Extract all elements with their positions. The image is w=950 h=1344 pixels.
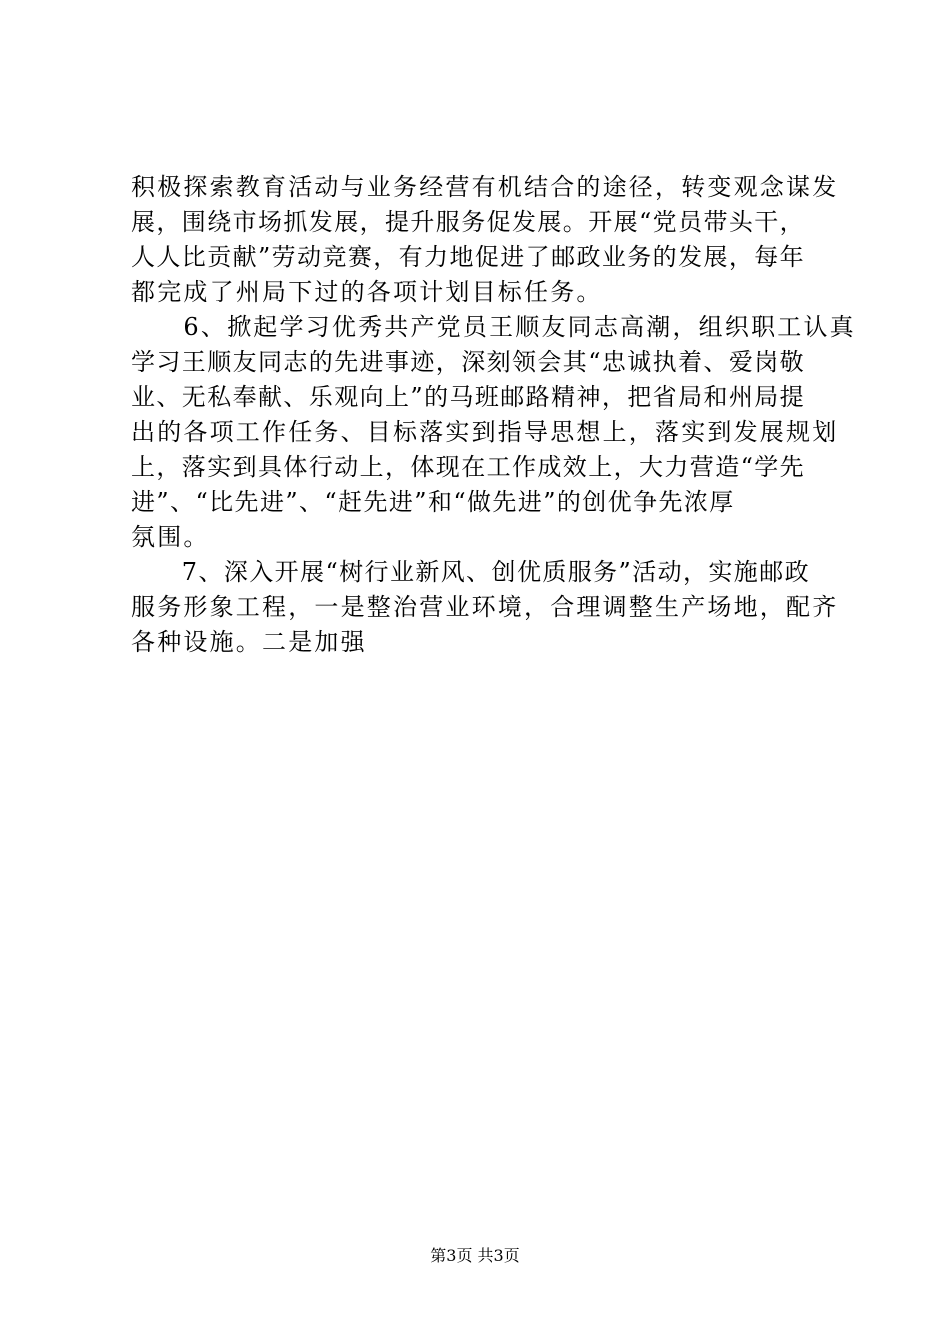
text-line: 7、深入开展“树行业新风、创优质服务”活动，实施邮政 bbox=[131, 558, 811, 586]
text-line: 出的各项工作任务、目标落实到指导思想上，落实到发展规划 bbox=[131, 418, 839, 446]
text-line: 氛围。 bbox=[131, 523, 210, 551]
text-line: 各种设施。二是加强 bbox=[131, 628, 367, 656]
text-line: 学习王顺友同志的先进事迹，深刻领会其“忠诚执着、爱岗敬 bbox=[131, 348, 806, 376]
page-footer: 第3页 共3页 bbox=[430, 1246, 520, 1265]
text-line: 都完成了州局下过的各项计划目标任务。 bbox=[131, 278, 603, 306]
text-line: 业、无私奉献、乐观向上”的马班邮路精神，把省局和州局提 bbox=[131, 383, 806, 411]
text-line: 6、掀起学习优秀共产党员王顺友同志高潮，组织职工认真 bbox=[131, 313, 856, 341]
document-body bbox=[131, 170, 856, 660]
text-line: 进”、“比先进”、“赶先进”和“做先进”的创优争先浓厚 bbox=[131, 488, 735, 516]
text-line: 积极探索教育活动与业务经营有机结合的途径，转变观念谋发 bbox=[131, 173, 839, 201]
text-line: 上，落实到具体行动上，体现在工作成效上，大力营造“学先 bbox=[131, 453, 806, 481]
text-line: 人人比贡献”劳动竞赛，有力地促进了邮政业务的发展，每年 bbox=[131, 243, 806, 271]
text-line: 服务形象工程，一是整治营业环境，合理调整生产场地，配齐 bbox=[131, 593, 839, 621]
text-line: 展，围绕市场抓发展，提升服务促发展。开展“党员带头干， bbox=[131, 208, 806, 236]
